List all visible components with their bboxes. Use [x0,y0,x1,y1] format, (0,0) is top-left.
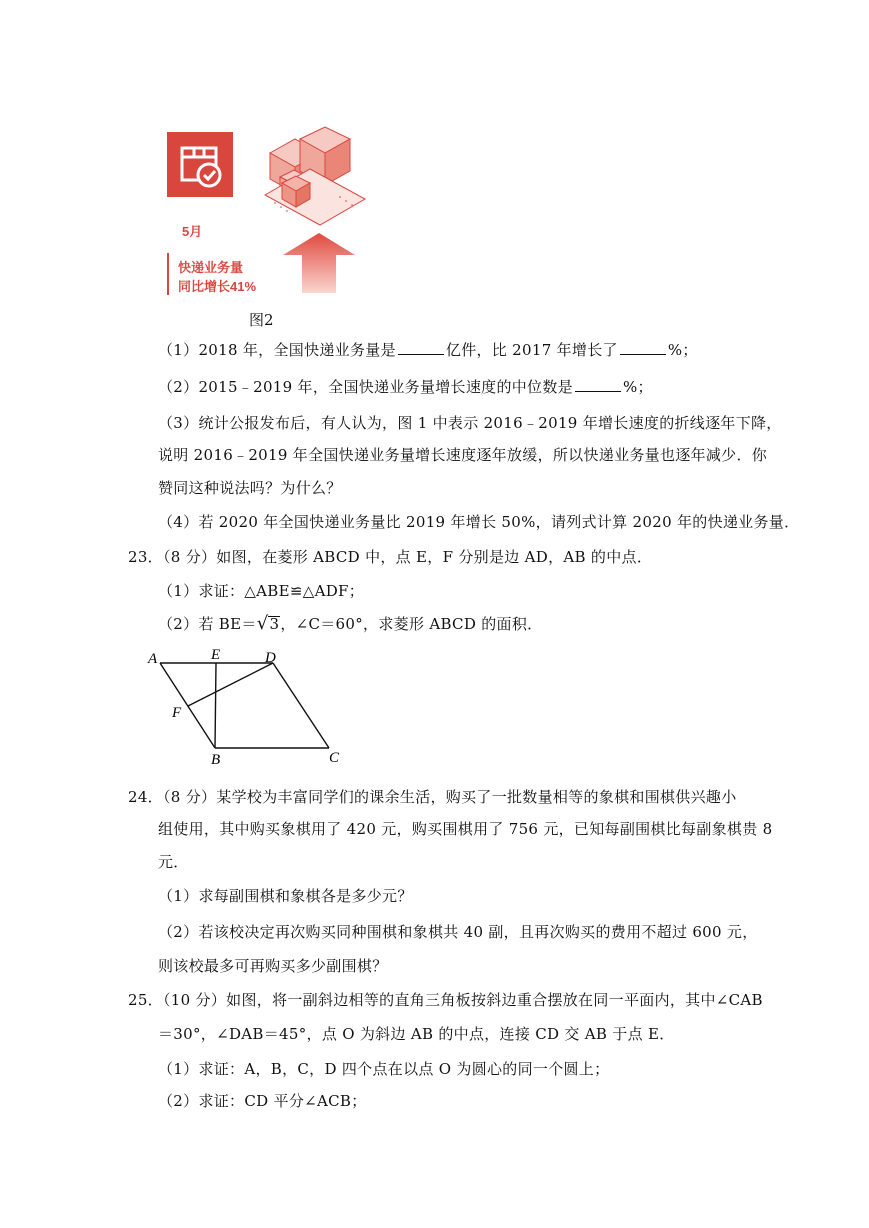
answer-blank[interactable] [575,379,621,392]
q23-part2-text-a: （2）若 BE＝ [158,615,257,633]
q22-part4: （4）若 2020 年全国快递业务量比 2019 年增长 50%，请列式计算 2020 年的快递业务量． [158,513,800,531]
month-label: 5月 [182,224,203,239]
label-C: C [329,750,340,766]
q22-part1-text-b: 亿件，比 2017 年增长了 [445,341,618,359]
label-A: A [148,651,158,667]
sqrt-radicand: 3 [269,615,280,633]
label-B: B [211,752,221,768]
q25-part2: （2）求证：CD 平分∠ACB； [158,1092,367,1110]
q24-line1: 24．（8 分）某学校为丰富同学们的课余生活，购买了一批数量相等的象棋和围棋供兴趣小 [128,788,737,806]
caption-line-2: 同比增长41% [178,279,257,294]
answer-blank[interactable] [620,342,666,355]
q24-line2: 组使用，其中购买象棋用了 420 元，购买围棋用了 756 元，已知每副围棋比每副象棋贵 8 [158,820,773,838]
q22-part1-text-a: （1）2018 年，全国快递业务量是 [158,341,396,359]
q25-line2: ＝30°，∠DAB＝45°，点 O 为斜边 AB 的中点，连接 CD 交 AB 于点 E． [158,1025,675,1043]
q23-part2 [158,613,542,634]
answer-blank[interactable] [398,342,444,355]
q22-part1 [158,339,698,360]
q24-line3: 元． [158,853,189,871]
q22-part2 [158,376,653,397]
label-E: E [211,647,221,663]
sqrt-expression: √ 3 [256,613,280,634]
q22-part2-text-b: %； [622,378,653,396]
q23-part1: （1）求证：△ABE≌△ADF； [158,582,365,600]
q22-part3-line3: 赞同这种说法吗？为什么？ [158,479,342,497]
up-arrow-icon [283,233,355,293]
q25-part1: （1）求证：A，B，C，D 四个点在以点 O 为圆心的同一个圆上； [158,1060,610,1078]
q22-part1-text-c: %； [667,341,698,359]
stacked-boxes-icon [265,127,365,225]
q24-part2-line1: （2）若该校决定再次购买同种围棋和象棋共 40 副，且再次购买的费用不超过 600 元， [158,923,758,941]
q22-part2-text-a: （2）2015﹣2019 年，全国快递业务量增长速度的中位数是 [158,378,573,396]
label-F: F [172,705,182,721]
q22-part3-line2: 说明 2016﹣2019 年全国快递业务量增长速度逐年放缓，所以快递业务量也逐年减少．你 [158,446,768,464]
label-D: D [265,650,276,666]
q23-title: 23．（8 分）如图，在菱形 ABCD 中，点 E，F 分别是边 AD，AB 的中点． [128,548,653,566]
express-box-icon [167,132,233,197]
figure-2-label: 图2 [249,311,274,329]
caption-line-1: 快递业务量 [178,260,244,275]
q22-part3-line1: （3）统计公报发布后，有人认为，图 1 中表示 2016﹣2019 年增长速度的折线逐年下降， [158,414,782,432]
check-icon [198,164,220,186]
q25-line1: 25．（10 分）如图，将一副斜边相等的直角三角板按斜边重合摆放在同一平面内，其中∠CAB [128,991,763,1009]
q24-part1: （1）求每副围棋和象棋各是多少元？ [158,887,413,905]
q23-part2-text-b: ，∠C＝60°，求菱形 ABCD 的面积． [280,615,543,633]
q24-part2-line2: 则该校最多可再购买多少副围棋？ [158,957,388,975]
rhombus-figure [140,645,350,770]
